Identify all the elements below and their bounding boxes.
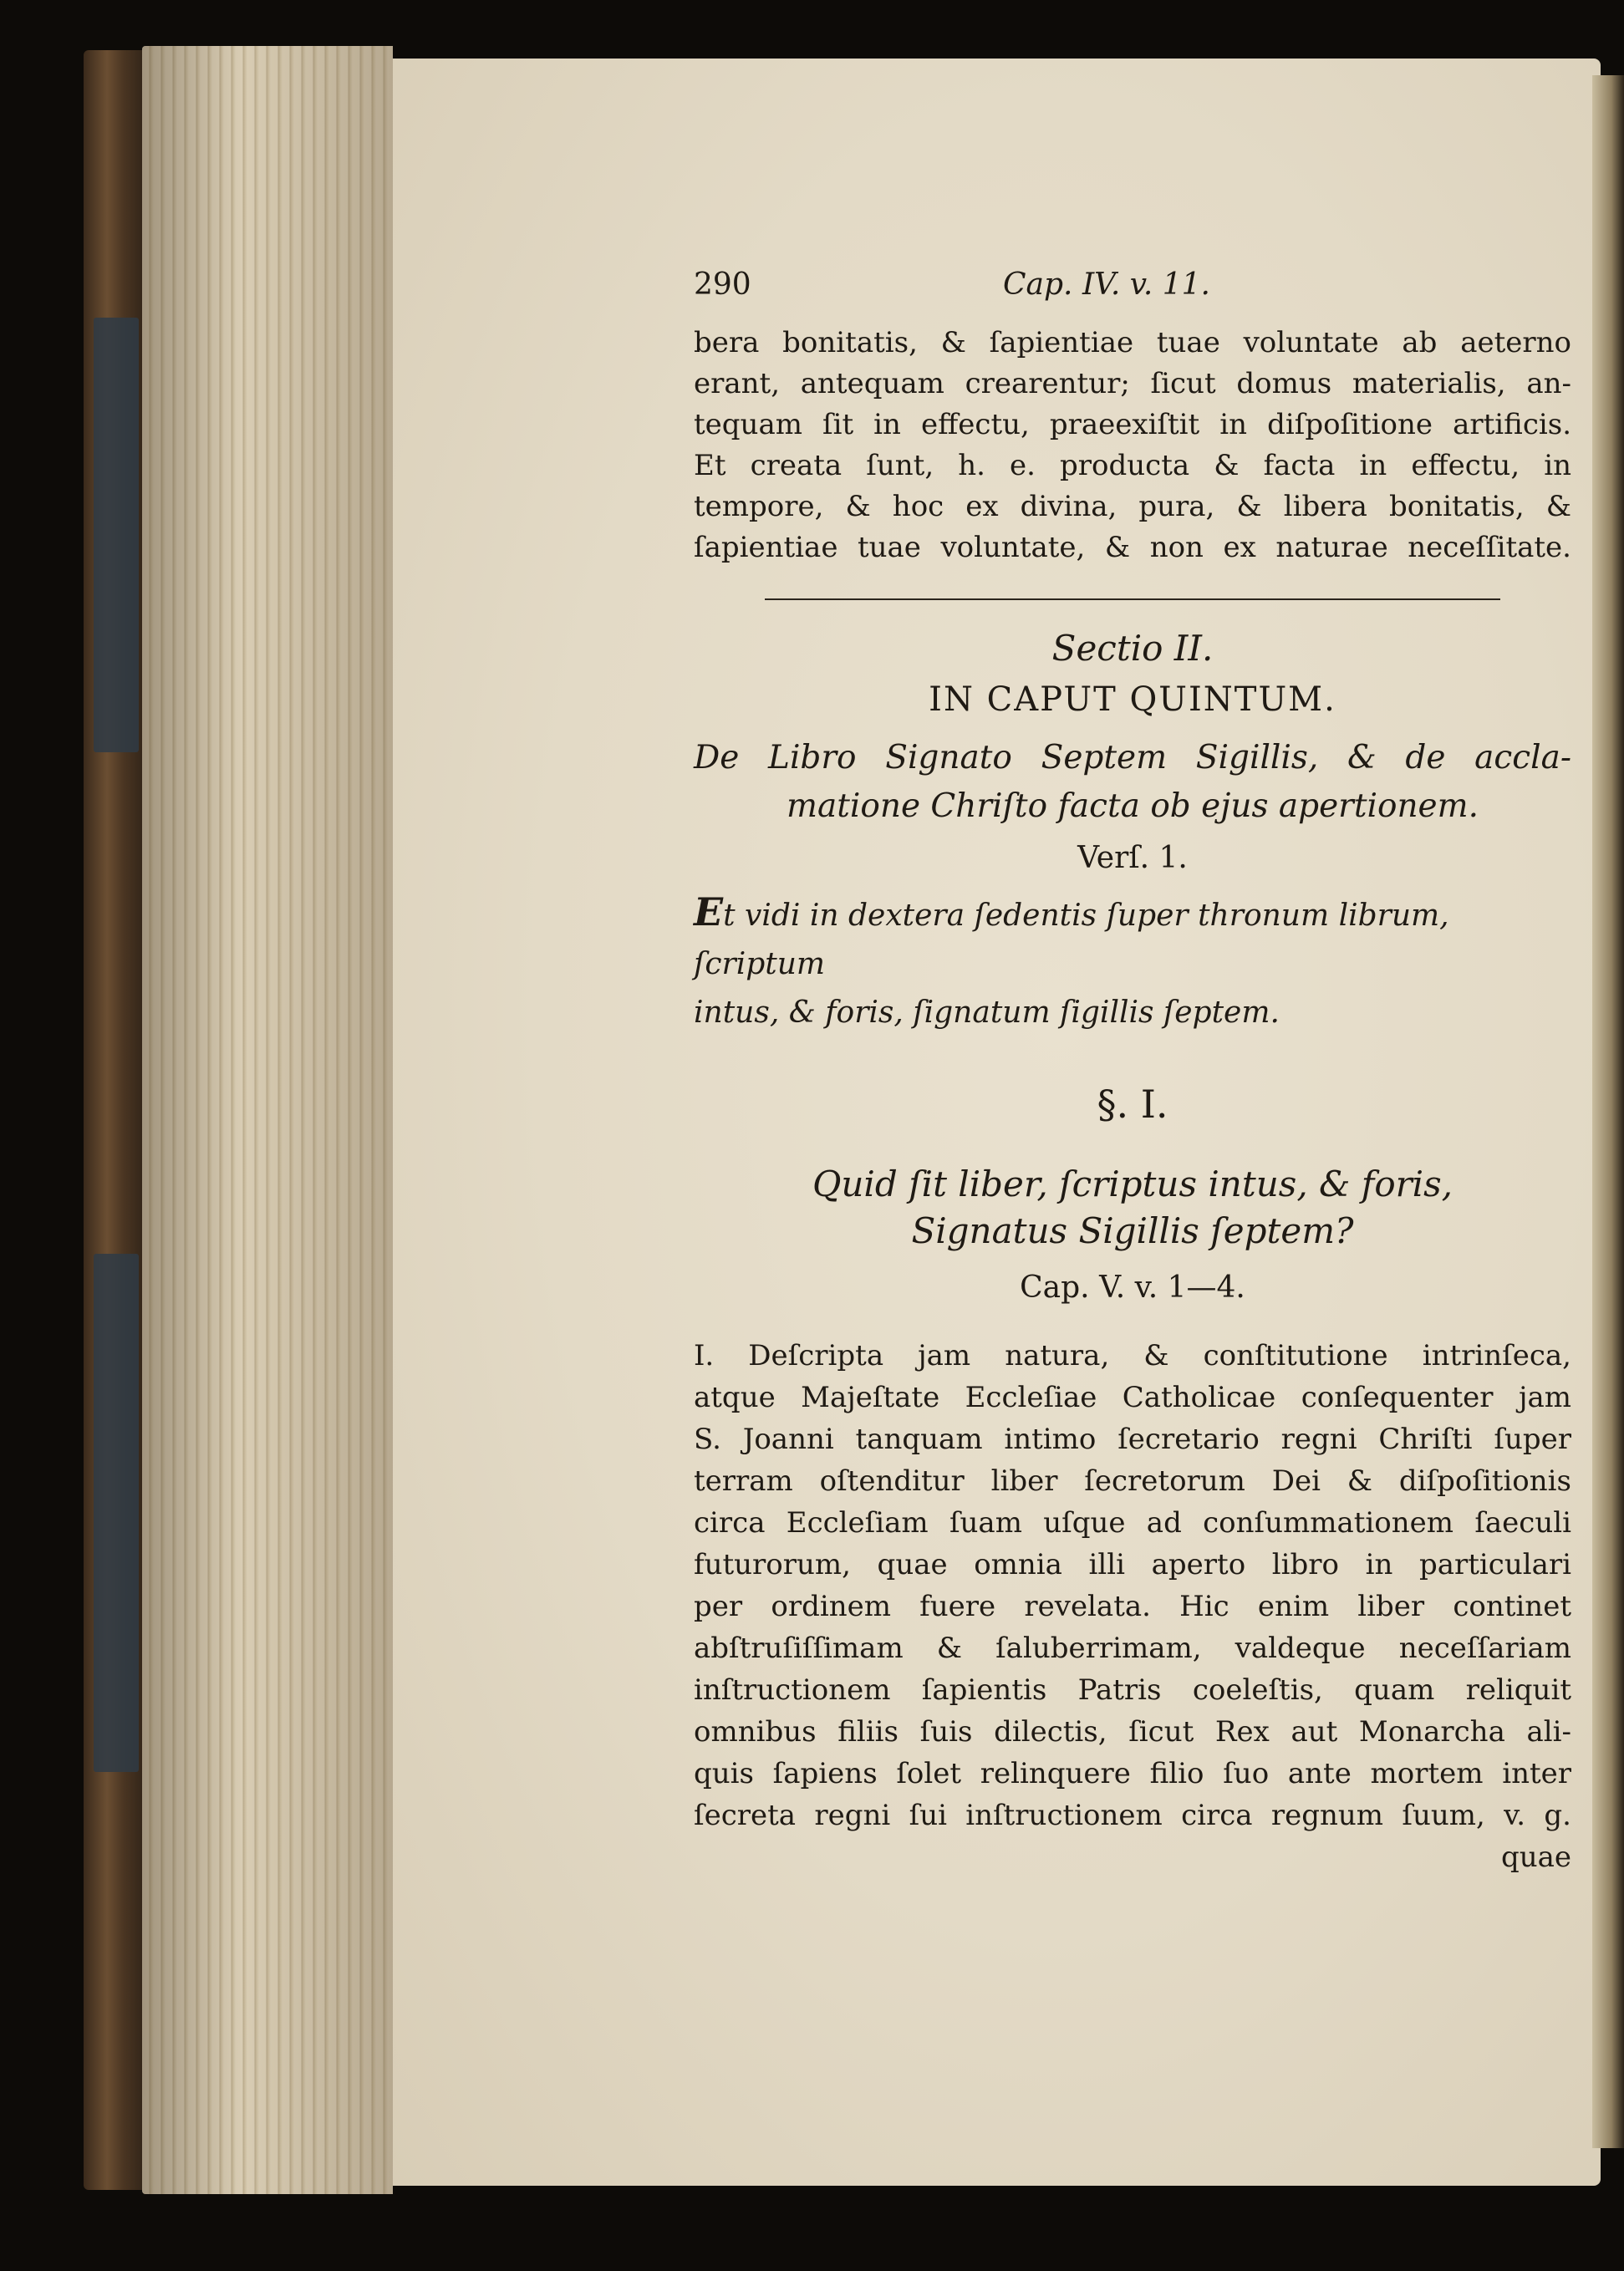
verse-line: intus, & foris, ſignatum ſigillis ſeptem.: [694, 995, 1280, 1030]
page-edges-shading: [142, 46, 393, 2194]
text-line: erant, antequam crearentur; ſicut domus materialis, an-: [694, 367, 1571, 400]
body-paragraph: [694, 1335, 1571, 1836]
verse-text: [694, 888, 1571, 1037]
chapter-title: IN CAPUT QUINTUM.: [929, 680, 1336, 719]
subject-line: De Libro Signato Septem Sigillis, & de accla-: [694, 739, 1571, 777]
text-line: terram oſtenditur liber ſecretorum Dei & diſpoſitionis: [694, 1464, 1571, 1498]
chapter-reference: Cap. V. v. 1—4.: [1020, 1270, 1245, 1305]
section-title: Sectio II.: [1051, 628, 1214, 669]
text-line: tequam ſit in effectu, praeexiſtit in diſpoſitione artificis.: [694, 408, 1571, 441]
text-line: circa Eccleſiam ſuam uſque ad conſummationem ſaeculi: [694, 1506, 1571, 1540]
section-divider: [765, 598, 1500, 600]
subject-line: matione Chriſto facta ob ejus apertionem.: [786, 787, 1479, 825]
verse-label: Verſ. 1.: [1077, 841, 1188, 875]
verse-initial: E: [694, 889, 724, 934]
cover-marbling: [94, 318, 139, 752]
verse-line-text: t vidi in dextera ſedentis ſuper thronum librum, ſcriptum: [694, 899, 1449, 981]
text-line: quis ſapiens ſolet relinquere filio ſuo ante mortem inter: [694, 1757, 1571, 1790]
text-line: S. Joanni tanquam intimo ſecretario regni Chriſti ſuper: [694, 1423, 1571, 1456]
cover-marbling: [94, 1254, 139, 1772]
catchword: quae: [1500, 1841, 1571, 1874]
running-head: Cap. IV. v. 11.: [1003, 267, 1210, 302]
text-line: tempore, & hoc ex divina, pura, & libera bonitatis, &: [694, 490, 1571, 523]
facing-page-edge: [1592, 75, 1624, 2148]
text-line: futurorum, quae omnia illi aperto libro in particulari: [694, 1548, 1571, 1581]
text-line: abſtruſiſſimam & ſaluberrimam, valdeque neceſſariam: [694, 1632, 1571, 1665]
text-line: omnibus filiis ſuis dilectis, ſicut Rex aut Monarcha ali-: [694, 1715, 1571, 1749]
continuation-paragraph: [694, 323, 1571, 568]
section-subject: [694, 734, 1571, 831]
text-line: I. Deſcripta jam natura, & conſtitutione intrinſeca,: [694, 1339, 1571, 1372]
question-line: Quid ſit liber, ſcriptus intus, & foris,: [812, 1164, 1453, 1204]
text-line: ſecreta regni ſui inſtructionem circa regnum ſuum, v. g.: [694, 1799, 1571, 1832]
verse-line: [694, 888, 1571, 989]
paragraph-question: [694, 1161, 1571, 1255]
text-line: per ordinem fuere revelata. Hic enim liber continet: [694, 1590, 1571, 1623]
page-text: [694, 267, 1571, 1878]
text-line: Et creata ſunt, h. e. producta & facta in effectu, in: [694, 449, 1571, 482]
text-line: atque Majeſtate Eccleſiae Catholicae conſequenter jam: [694, 1381, 1571, 1414]
question-line: Signatus Sigillis ſeptem?: [911, 1210, 1354, 1251]
page-header: [694, 267, 1571, 318]
text-line: bera bonitatis, & ſapientiae tuae voluntate ab aeterno: [694, 326, 1571, 359]
paragraph-mark: §. I.: [1097, 1082, 1168, 1127]
text-line: ſapientiae tuae voluntate, & non ex naturae neceſſitate.: [694, 531, 1571, 564]
page-number: 290: [694, 267, 751, 302]
text-line: inſtructionem ſapientis Patris coeleſtis, quam reliquit: [694, 1673, 1571, 1707]
